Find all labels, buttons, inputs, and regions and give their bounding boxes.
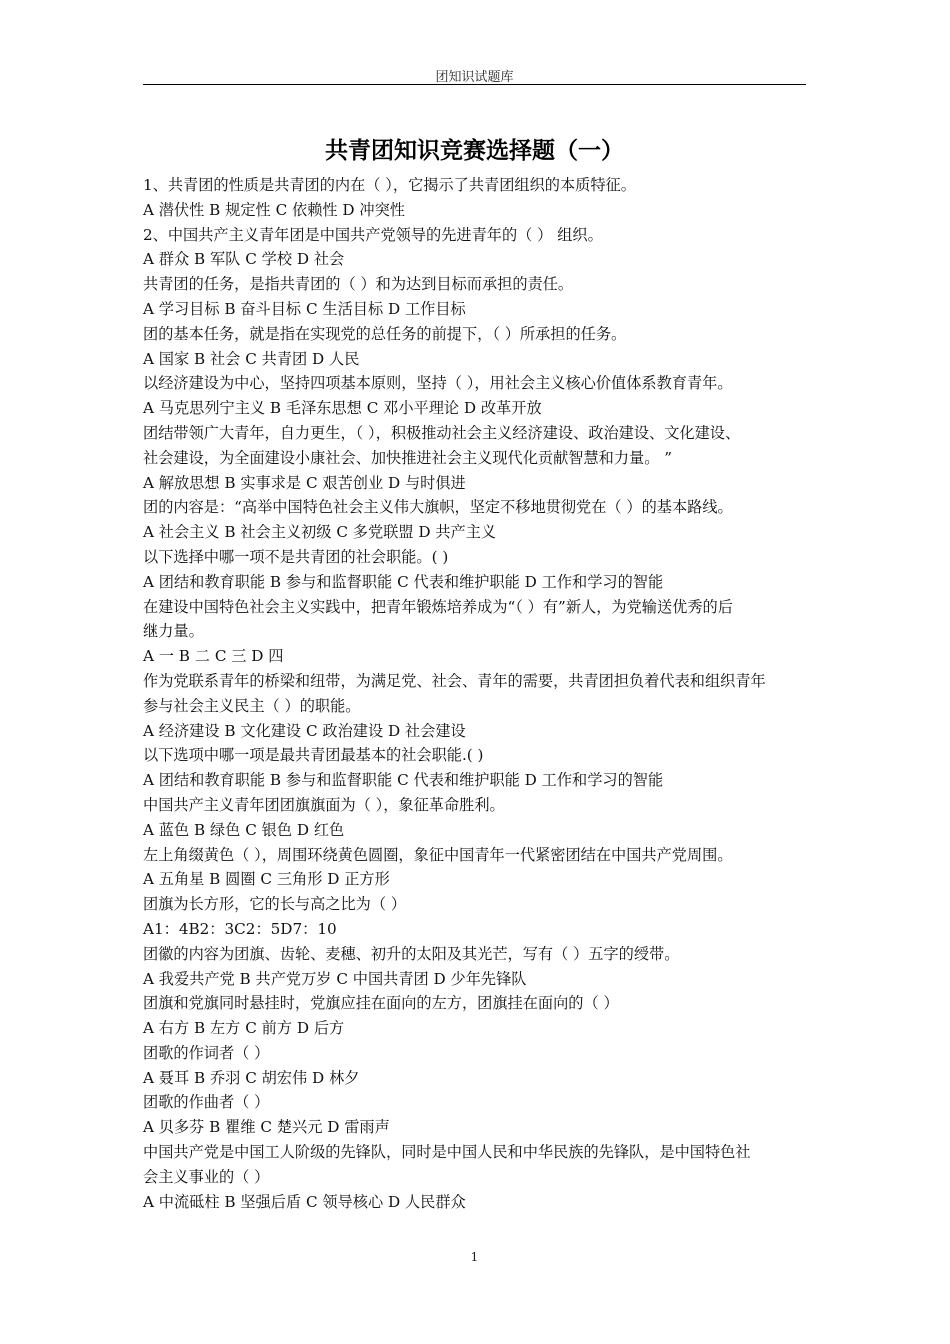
text-line: 以经济建设为中心，坚持四项基本原则，坚持（ ），用社会主义核心价值体系教育青年。 (143, 374, 733, 393)
text-line: 团结带领广大青年，自力更生，（ ），积极推动社会主义经济建设、政治建设、文化建设、 (143, 423, 741, 442)
text-line: A 潜伏性 B 规定性 C 依赖性 D 冲突性 (143, 200, 405, 219)
text-line: A 右方 B 左方 C 前方 D 后方 (143, 1019, 345, 1038)
text-line: 共青团的任务，是指共青团的（ ）和为达到目标而承担的责任。 (143, 275, 574, 294)
text-line: 团旗和党旗同时悬挂时，党旗应挂在面向的左方，团旗挂在面向的（ ） (143, 994, 619, 1013)
text-line: 团歌的作词者（ ） (143, 1043, 270, 1062)
text-line: A 团结和教育职能 B 参与和监督职能 C 代表和维护职能 D 工作和学习的智能 (143, 572, 664, 591)
text-line: A 学习目标 B 奋斗目标 C 生活目标 D 工作目标 (143, 299, 466, 318)
text-line: 中国共产主义青年团团旗旗面为（ ），象征革命胜利。 (143, 795, 505, 814)
question-list (143, 173, 809, 1214)
text-line: 会主义事业的（ ） (143, 1167, 270, 1186)
text-line: 作为党联系青年的桥梁和纽带，为满足党、社会、青年的需要，共青团担负着代表和组织青年 (143, 671, 766, 690)
page-header: 团知识试题库 (435, 70, 514, 85)
text-line: A 群众 B 军队 C 学校 D 社会 (143, 250, 345, 269)
text-line: 以下选项中哪一项是最共青团最基本的社会职能.( ) (143, 746, 484, 765)
text-line: 在建设中国特色社会主义实践中，把青年锻炼培养成为“（ ）有”新人，为党输送优秀的后 (143, 597, 733, 616)
text-line: 团的基本任务，就是指在实现党的总任务的前提下，（ ）所承担的任务。 (143, 324, 627, 343)
text-line: A 五角星 B 圆圈 C 三角形 D 正方形 (143, 870, 390, 889)
text-line: 社会建设，为全面建设小康社会、加快推进社会主义现代化贡献智慧和力量。 ” (143, 448, 672, 467)
text-line: 以下选择中哪一项不是共青团的社会职能。( ) (143, 547, 449, 566)
text-line: 2、中国共产主义青年团是中国共产党领导的先进青年的（ ） 组织。 (143, 225, 603, 244)
text-line: 中国共产党是中国工人阶级的先锋队，同时是中国人民和中华民族的先锋队，是中国特色社 (143, 1143, 751, 1162)
text-line: A 团结和教育职能 B 参与和监督职能 C 代表和维护职能 D 工作和学习的智能 (143, 771, 664, 790)
text-line: 团旗为长方形，它的长与高之比为（ ） (143, 895, 407, 914)
text-line: A 社会主义 B 社会主义初级 C 多党联盟 D 共产主义 (143, 523, 497, 542)
text-line: A 蓝色 B 绿色 C 银色 D 红色 (143, 820, 345, 839)
text-line: A 马克思列宁主义 B 毛泽东思想 C 邓小平理论 D 改革开放 (143, 399, 542, 418)
text-line: A 中流砥柱 B 坚强后盾 C 领导核心 D 人民群众 (143, 1192, 466, 1211)
text-line: 左上角缀黄色（ ），周围环绕黄色圆圈，象征中国青年一代紧密团结在中国共产党周围。 (143, 845, 733, 864)
text-line: A 聂耳 B 乔羽 C 胡宏伟 D 林夕 (143, 1068, 360, 1087)
text-line: 团的内容是：“高举中国特色社会主义伟大旗帜，坚定不移地贯彻党在（ ）的基本路线。 (143, 498, 733, 517)
text-line: 参与社会主义民主（ ）的职能。 (143, 696, 361, 715)
text-line: 团歌的作曲者（ ） (143, 1093, 270, 1112)
text-line: A 经济建设 B 文化建设 C 政治建设 D 社会建设 (143, 721, 466, 740)
document-title: 共青团知识竞赛选择题（一） (325, 138, 624, 164)
text-line: A 一 B 二 C 三 D 四 (143, 647, 284, 666)
text-line: A 国家 B 社会 C 共青团 D 人民 (143, 349, 360, 368)
text-line: A 解放思想 B 实事求是 C 艰苦创业 D 与时俱进 (143, 473, 466, 492)
page-number: 1 (470, 1250, 479, 1264)
text-line: A 贝多芬 B 瞿维 C 楚兴元 D 雷雨声 (143, 1118, 390, 1137)
text-line: 继力量。 (143, 622, 204, 641)
text-line: A 我爱共产党 B 共产党万岁 C 中国共青团 D 少年先锋队 (143, 969, 527, 988)
text-line: 1、共青团的性质是共青团的内在（ ），它揭示了共青团组织的本质特征。 (143, 176, 636, 194)
text-line: 团徽的内容为团旗、齿轮、麦穗、初升的太阳及其光芒，写有（ ）五字的绶带。 (143, 944, 680, 963)
text-line: A1：4B2：3C2：5D7：10 (143, 919, 337, 938)
header-divider (143, 84, 806, 85)
